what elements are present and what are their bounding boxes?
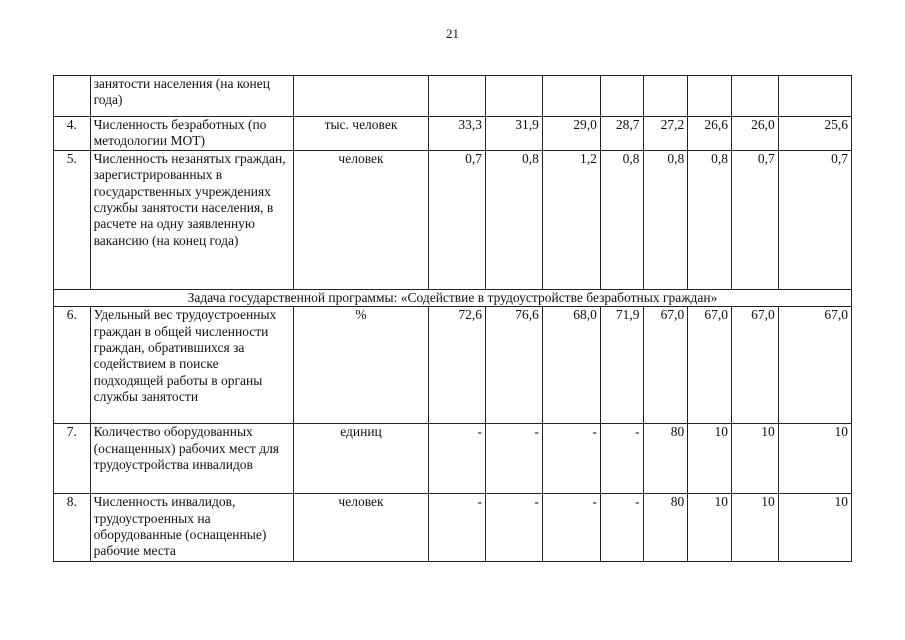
value-cell: 26,6 bbox=[688, 117, 732, 151]
value-cell bbox=[778, 76, 851, 117]
value-cell: 67,0 bbox=[688, 307, 732, 424]
unit-of-measure bbox=[293, 76, 428, 117]
row-number bbox=[54, 76, 91, 117]
value-cell: 25,6 bbox=[778, 117, 851, 151]
unit-of-measure: человек bbox=[293, 150, 428, 289]
value-cell: - bbox=[600, 424, 643, 494]
row-number: 7. bbox=[54, 424, 91, 494]
row-number: 4. bbox=[54, 117, 91, 151]
page-number: 21 bbox=[446, 26, 459, 41]
value-cell: 72,6 bbox=[429, 307, 486, 424]
value-cell: 0,7 bbox=[731, 150, 778, 289]
table-row bbox=[54, 424, 852, 494]
indicator-name: Численность безработных (по методологии МОТ) bbox=[90, 117, 293, 151]
value-cell: 0,8 bbox=[486, 150, 543, 289]
indicator-name: занятости населения (на конец года) bbox=[90, 76, 293, 117]
value-cell: 0,8 bbox=[600, 150, 643, 289]
value-cell: 68,0 bbox=[542, 307, 600, 424]
row-number: 5. bbox=[54, 150, 91, 289]
unit-of-measure: человек bbox=[293, 494, 428, 562]
task-heading: Задача государственной программы: «Содействие в трудоустройстве безработных граждан» bbox=[54, 289, 852, 306]
value-cell: - bbox=[600, 494, 643, 562]
value-cell: 26,0 bbox=[731, 117, 778, 151]
unit-of-measure: тыс. человек bbox=[293, 117, 428, 151]
unit-of-measure: единиц bbox=[293, 424, 428, 494]
value-cell: 28,7 bbox=[600, 117, 643, 151]
value-cell: 0,8 bbox=[643, 150, 688, 289]
table-row bbox=[54, 76, 852, 117]
value-cell: 10 bbox=[688, 424, 732, 494]
indicator-name: Численность инвалидов, трудоустроенных на оборудованные (оснащенные) рабочие места bbox=[90, 494, 293, 562]
value-cell: - bbox=[486, 424, 543, 494]
task-row bbox=[54, 289, 852, 306]
value-cell bbox=[731, 76, 778, 117]
value-cell: 10 bbox=[731, 424, 778, 494]
value-cell: - bbox=[429, 424, 486, 494]
value-cell bbox=[542, 76, 600, 117]
value-cell bbox=[688, 76, 732, 117]
value-cell: 1,2 bbox=[542, 150, 600, 289]
value-cell: 31,9 bbox=[486, 117, 543, 151]
value-cell bbox=[600, 76, 643, 117]
indicator-name: Удельный вес трудоустроенных граждан в общей численности граждан, обратившихся за содействием в поиске подходящей работы в органы службы занятости bbox=[90, 307, 293, 424]
table-row bbox=[54, 494, 852, 562]
value-cell bbox=[429, 76, 486, 117]
value-cell: 0,7 bbox=[778, 150, 851, 289]
value-cell bbox=[643, 76, 688, 117]
row-number: 6. bbox=[54, 307, 91, 424]
value-cell: - bbox=[542, 424, 600, 494]
unit-of-measure: % bbox=[293, 307, 428, 424]
value-cell: 27,2 bbox=[643, 117, 688, 151]
row-number: 8. bbox=[54, 494, 91, 562]
value-cell: 0,8 bbox=[688, 150, 732, 289]
table-row bbox=[54, 307, 852, 424]
value-cell: 71,9 bbox=[600, 307, 643, 424]
value-cell: 10 bbox=[731, 494, 778, 562]
indicators-table bbox=[53, 75, 852, 562]
value-cell: 80 bbox=[643, 494, 688, 562]
value-cell: 67,0 bbox=[643, 307, 688, 424]
value-cell: 10 bbox=[778, 494, 851, 562]
value-cell: 10 bbox=[688, 494, 732, 562]
value-cell: 33,3 bbox=[429, 117, 486, 151]
value-cell: - bbox=[486, 494, 543, 562]
value-cell: - bbox=[542, 494, 600, 562]
table-row bbox=[54, 117, 852, 151]
table-row bbox=[54, 150, 852, 289]
value-cell: 29,0 bbox=[542, 117, 600, 151]
value-cell: 67,0 bbox=[731, 307, 778, 424]
value-cell: - bbox=[429, 494, 486, 562]
value-cell: 76,6 bbox=[486, 307, 543, 424]
indicator-name: Численность незанятых граждан, зарегистрированных в государственных учреждениях службы занятости населения, в расчете на одну заявленную вакансию (на конец года) bbox=[90, 150, 293, 289]
value-cell bbox=[486, 76, 543, 117]
value-cell: 80 bbox=[643, 424, 688, 494]
value-cell: 67,0 bbox=[778, 307, 851, 424]
indicator-name: Количество оборудованных (оснащенных) рабочих мест для трудоустройства инвалидов bbox=[90, 424, 293, 494]
value-cell: 0,7 bbox=[429, 150, 486, 289]
value-cell: 10 bbox=[778, 424, 851, 494]
